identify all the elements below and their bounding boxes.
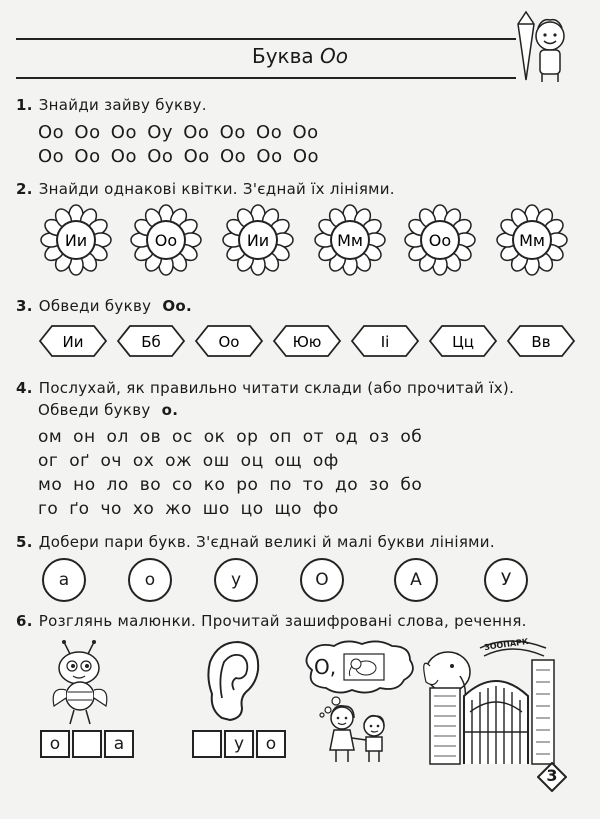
- flower-label: Ии: [64, 231, 88, 250]
- task-text: Знайди зайву букву.: [38, 96, 207, 114]
- letter-circle: А: [394, 558, 438, 602]
- flower-label: Оо: [154, 231, 178, 250]
- letter-circle: У: [484, 558, 528, 602]
- task-emphasis: Оо.: [162, 297, 193, 315]
- task-number: 4.: [16, 379, 33, 397]
- flower-card: [404, 204, 476, 276]
- syllable-row-3: мо но ло во со ко ро по то до зо бо: [38, 475, 423, 495]
- syllable-row-1: ом он ол ов ос ок ор оп от од оз об: [38, 427, 423, 447]
- flower-card: [40, 204, 112, 276]
- hexagon-card: [38, 324, 108, 358]
- task-2-instruction: [16, 180, 395, 198]
- answer-box: о: [40, 730, 70, 758]
- task-4-instruction-line-2: [38, 401, 184, 419]
- answer-box: а: [104, 730, 134, 758]
- zoo-sign: ЗООПАРК: [483, 636, 529, 653]
- letter-circle: у: [214, 558, 258, 602]
- task-1-row-2: Оо Оо Оо Оо Оо Оо Оо Оо: [38, 146, 319, 167]
- task-1-row-1: Оо Оо Оо Оу Оо Оо Оо Оо: [38, 122, 319, 143]
- title-prefix: Буква: [251, 44, 314, 68]
- task-text: Добери пари букв. З'єднай великі й малі букви лініями.: [38, 533, 495, 551]
- header-rule: [16, 38, 516, 40]
- hexagon-label: Оо: [218, 333, 240, 351]
- hexagon-card: [194, 324, 264, 358]
- letter-circle: о: [128, 558, 172, 602]
- answer-box: [192, 730, 222, 758]
- letter-circle: а: [42, 558, 86, 602]
- hexagon-card: [116, 324, 186, 358]
- page-title: [0, 44, 600, 68]
- task-6-instruction: [16, 612, 527, 630]
- flower-label: Мм: [519, 231, 545, 250]
- task-number: 2.: [16, 180, 33, 198]
- hexagon-card: [350, 324, 420, 358]
- page-number: 3: [546, 766, 558, 785]
- syllable-row-2: ог оґ оч ох ож ош оц ощ оф: [38, 451, 339, 471]
- flower-card: [130, 204, 202, 276]
- flower-label: Оо: [428, 231, 452, 250]
- cartoon-bug-icon: [40, 640, 120, 726]
- task-number: 5.: [16, 533, 33, 551]
- bubble-text: О,: [314, 655, 337, 679]
- zoo-gate-icon: [420, 636, 560, 768]
- children-icon: [318, 700, 396, 766]
- flower-card: [314, 204, 386, 276]
- hexagon-label: Вв: [531, 333, 551, 351]
- ear-icon: [200, 638, 264, 722]
- task-emphasis: о.: [161, 401, 179, 419]
- task-4-instruction: [16, 379, 514, 397]
- task-1-instruction: [16, 96, 207, 114]
- title-letter: Оо: [320, 44, 349, 68]
- task-number: 6.: [16, 612, 33, 630]
- flower-card: [496, 204, 568, 276]
- hexagon-card: [428, 324, 498, 358]
- task-text: Обведи букву: [38, 401, 151, 419]
- task-5-instruction: [16, 533, 495, 551]
- task-3-instruction: [16, 297, 198, 315]
- hexagon-card: [506, 324, 576, 358]
- hexagon-label: Бб: [141, 333, 161, 351]
- task-number: 1.: [16, 96, 33, 114]
- answer-box: о: [256, 730, 286, 758]
- pencil-boy-icon: [512, 10, 572, 82]
- hexagon-label: Іі: [380, 333, 390, 351]
- hexagon-card: [272, 324, 342, 358]
- answer-box: у: [224, 730, 254, 758]
- task-text: Послухай, як правильно читати склади (або прочитай їх).: [38, 379, 515, 397]
- task-text: Обведи букву: [38, 297, 152, 315]
- syllable-row-4: го ґо чо хо жо шо цо що фо: [38, 499, 339, 519]
- task-text: Розглянь малюнки. Прочитай зашифровані слова, речення.: [38, 612, 527, 630]
- flower-label: Ии: [246, 231, 270, 250]
- answer-box: [72, 730, 102, 758]
- flower-card: [222, 204, 294, 276]
- task-number: 3.: [16, 297, 33, 315]
- hexagon-label: Юю: [292, 333, 322, 351]
- letter-circle: О: [300, 558, 344, 602]
- task-text: Знайди однакові квітки. З'єднай їх лініями.: [38, 180, 395, 198]
- flower-label: Мм: [337, 231, 363, 250]
- hexagon-label: Цц: [452, 333, 474, 351]
- hexagon-label: Ии: [62, 333, 84, 351]
- title-underline: [16, 77, 516, 79]
